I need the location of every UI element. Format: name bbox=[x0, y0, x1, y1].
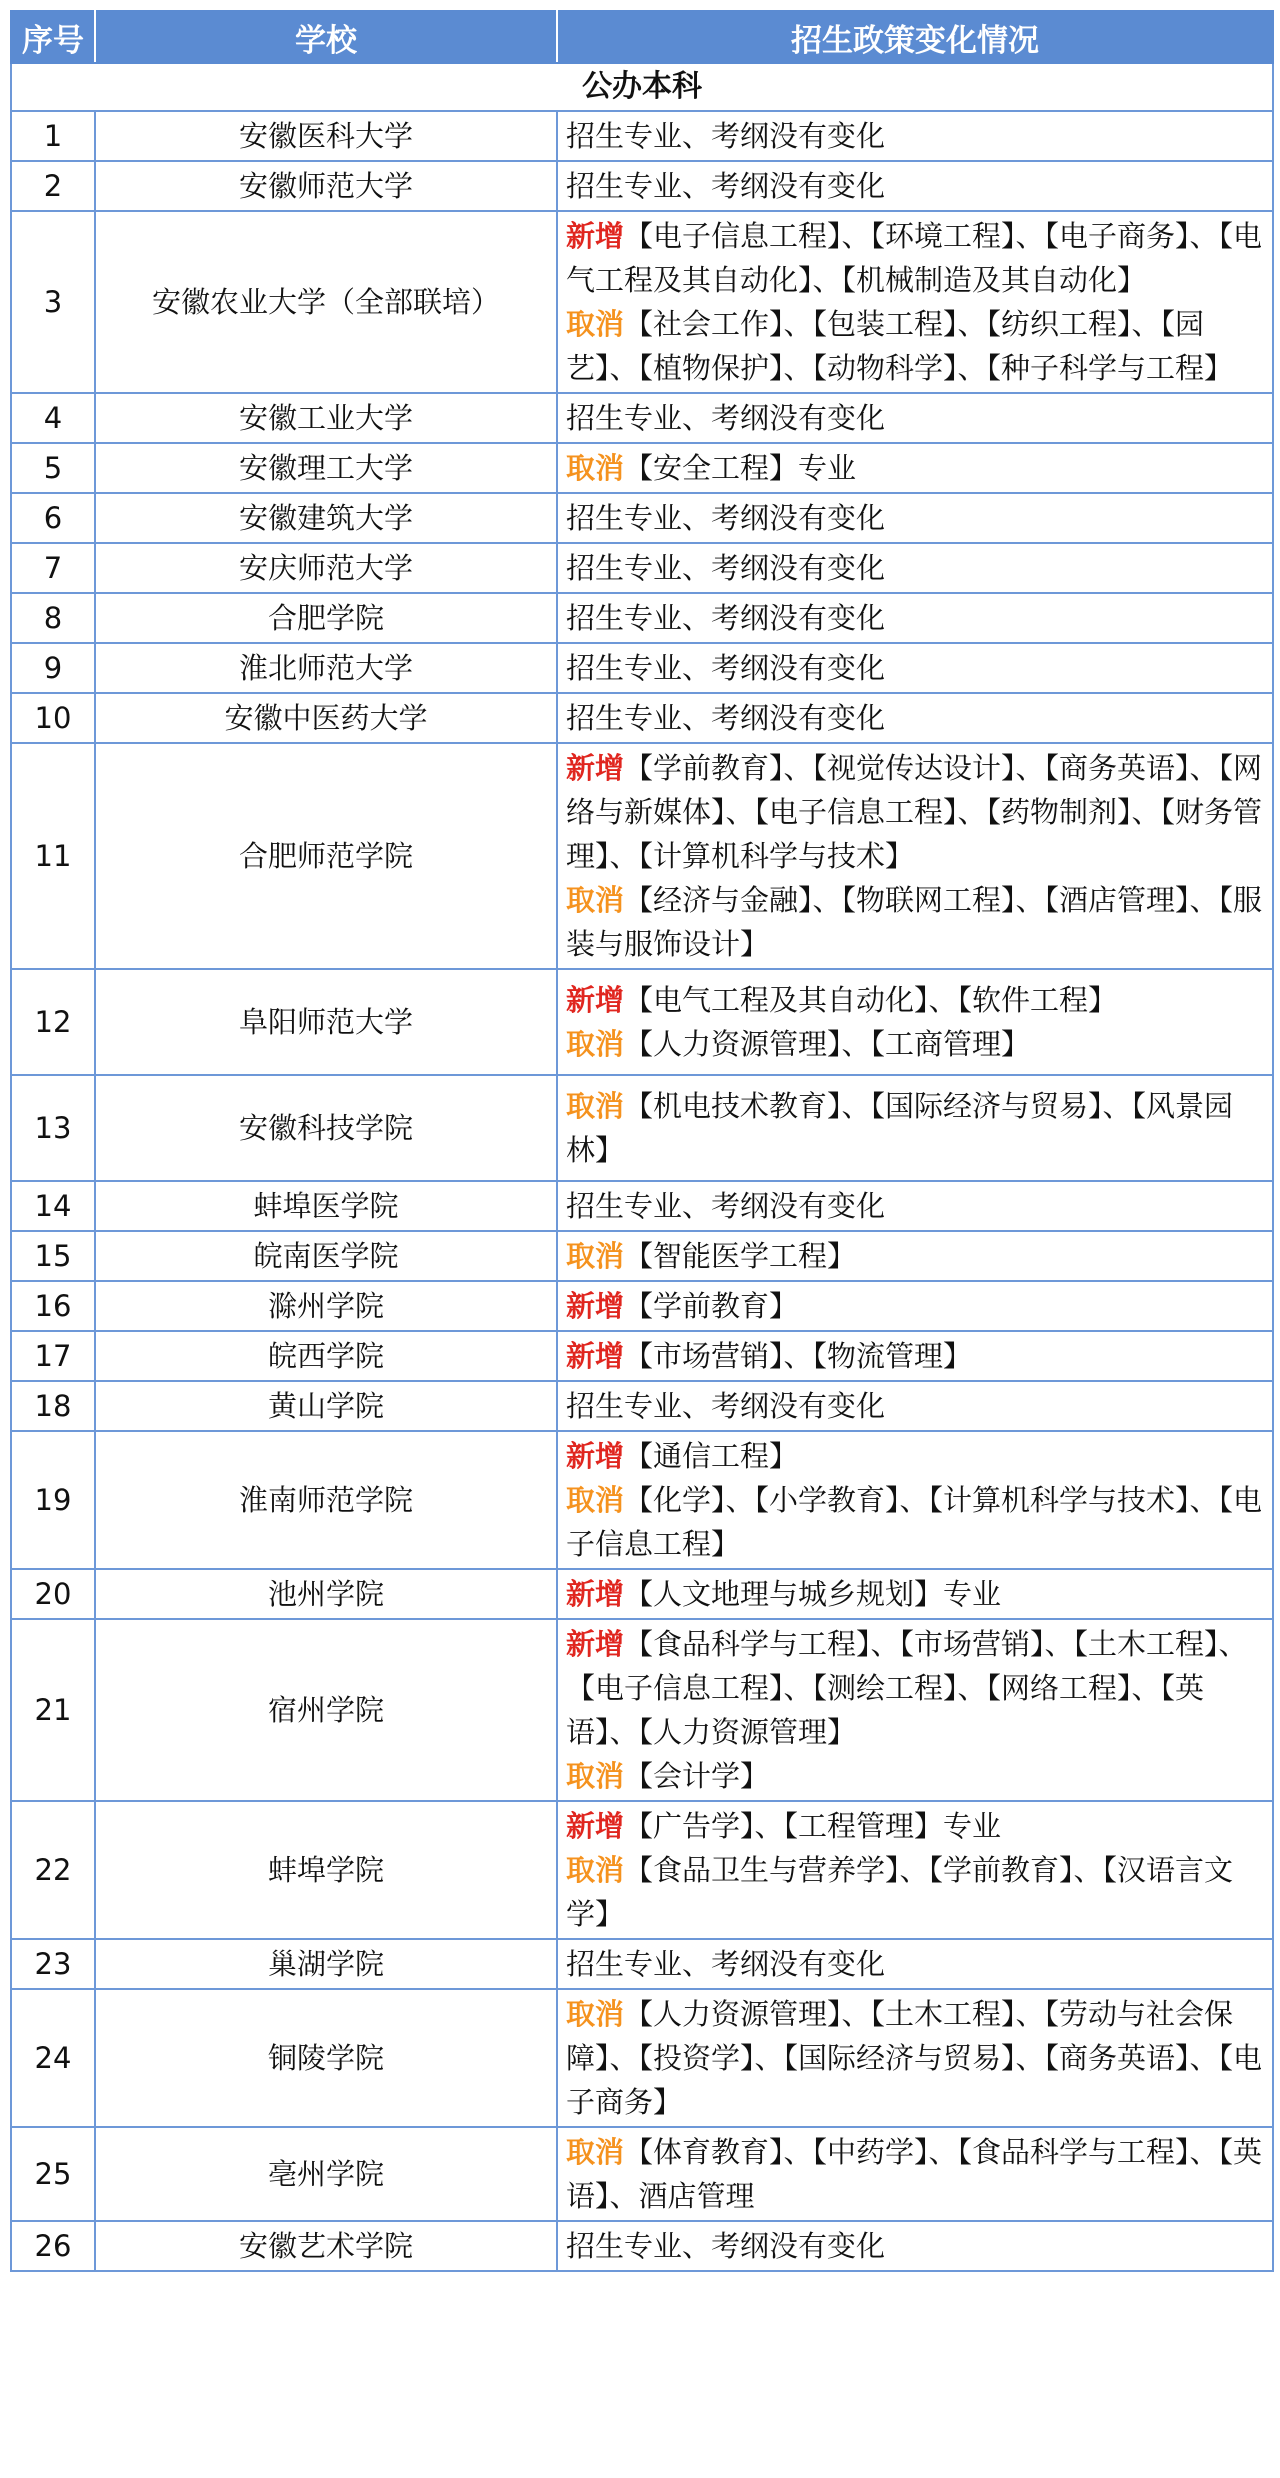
cancelled-list: 【化学】、【小学教育】、【计算机科学与技术】、【电子信息工程】 bbox=[566, 1483, 1263, 1561]
policy-text: 招生专业、考纲没有变化 bbox=[566, 1947, 886, 1981]
policy-cell bbox=[557, 393, 1273, 443]
row-number: 26 bbox=[11, 2221, 95, 2271]
added-list: 【电气工程及其自动化】、【软件工程】 bbox=[624, 983, 1118, 1017]
cancelled-list: 【社会工作】、【包装工程】、【纺织工程】、【园艺】、【植物保护】、【动物科学】、【种子科学与工程】 bbox=[566, 307, 1234, 385]
policy-cell bbox=[557, 443, 1273, 493]
policy-cell bbox=[557, 1075, 1273, 1181]
cancelled-tag: 取消 bbox=[566, 1853, 625, 1887]
table-header bbox=[11, 11, 1273, 63]
header-no: 序号 bbox=[11, 11, 95, 63]
row-number: 11 bbox=[11, 743, 95, 969]
cancelled-tag: 取消 bbox=[566, 883, 625, 917]
cancelled-majors bbox=[566, 1234, 1264, 1278]
table-row bbox=[11, 2127, 1273, 2221]
added-majors bbox=[566, 978, 1264, 1022]
school-name: 皖南医学院 bbox=[95, 1231, 557, 1281]
policy-cell bbox=[557, 1231, 1273, 1281]
cancelled-majors bbox=[566, 1992, 1264, 2124]
table-row bbox=[11, 393, 1273, 443]
school-name: 安庆师范大学 bbox=[95, 543, 557, 593]
table-row bbox=[11, 1181, 1273, 1231]
row-number: 19 bbox=[11, 1431, 95, 1569]
cancelled-list: 【机电技术教育】、【国际经济与贸易】、【风景园林】 bbox=[566, 1089, 1234, 1167]
table-row bbox=[11, 593, 1273, 643]
policy-cell bbox=[557, 1331, 1273, 1381]
added-list: 【人文地理与城乡规划】专业 bbox=[624, 1577, 1002, 1611]
school-name: 安徽中医药大学 bbox=[95, 693, 557, 743]
cancelled-tag: 取消 bbox=[566, 1239, 625, 1273]
table-row bbox=[11, 693, 1273, 743]
header-school: 学校 bbox=[95, 11, 557, 63]
policy-text: 招生专业、考纲没有变化 bbox=[566, 119, 886, 153]
cancelled-majors bbox=[566, 1848, 1264, 1936]
policy-text: 招生专业、考纲没有变化 bbox=[566, 2229, 886, 2263]
policy-cell bbox=[557, 1281, 1273, 1331]
school-name: 池州学院 bbox=[95, 1569, 557, 1619]
school-name: 皖西学院 bbox=[95, 1331, 557, 1381]
school-name: 亳州学院 bbox=[95, 2127, 557, 2221]
school-name: 合肥学院 bbox=[95, 593, 557, 643]
policy-text: 招生专业、考纲没有变化 bbox=[566, 701, 886, 735]
added-majors bbox=[566, 1434, 1264, 1478]
table-row bbox=[11, 1231, 1273, 1281]
policy-text: 招生专业、考纲没有变化 bbox=[566, 501, 886, 535]
row-number: 10 bbox=[11, 693, 95, 743]
table-row bbox=[11, 1075, 1273, 1181]
cancelled-majors bbox=[566, 1022, 1264, 1066]
added-tag: 新增 bbox=[566, 983, 625, 1017]
school-name: 蚌埠医学院 bbox=[95, 1181, 557, 1231]
row-number: 9 bbox=[11, 643, 95, 693]
policy-text: 招生专业、考纲没有变化 bbox=[566, 1189, 886, 1223]
row-number: 22 bbox=[11, 1801, 95, 1939]
added-tag: 新增 bbox=[566, 1627, 625, 1661]
policy-table bbox=[10, 10, 1274, 2272]
cancelled-tag: 取消 bbox=[566, 1483, 625, 1517]
policy-text: 招生专业、考纲没有变化 bbox=[566, 401, 886, 435]
table-row bbox=[11, 1381, 1273, 1431]
table-row bbox=[11, 443, 1273, 493]
cancelled-majors bbox=[566, 302, 1264, 390]
policy-cell bbox=[557, 543, 1273, 593]
school-name: 安徽工业大学 bbox=[95, 393, 557, 443]
added-tag: 新增 bbox=[566, 1439, 625, 1473]
table-row bbox=[11, 161, 1273, 211]
added-tag: 新增 bbox=[566, 219, 625, 253]
policy-cell bbox=[557, 493, 1273, 543]
school-name: 蚌埠学院 bbox=[95, 1801, 557, 1939]
added-majors bbox=[566, 1572, 1264, 1616]
cancelled-list: 【会计学】 bbox=[624, 1759, 770, 1793]
table-row bbox=[11, 111, 1273, 161]
table-row bbox=[11, 1939, 1273, 1989]
school-name: 安徽艺术学院 bbox=[95, 2221, 557, 2271]
school-name: 巢湖学院 bbox=[95, 1939, 557, 1989]
cancelled-list: 【智能医学工程】 bbox=[624, 1239, 857, 1273]
school-name: 安徽科技学院 bbox=[95, 1075, 557, 1181]
row-number: 24 bbox=[11, 1989, 95, 2127]
table-row bbox=[11, 1431, 1273, 1569]
policy-cell bbox=[557, 643, 1273, 693]
table-row bbox=[11, 493, 1273, 543]
row-number: 18 bbox=[11, 1381, 95, 1431]
cancelled-tag: 取消 bbox=[566, 1997, 625, 2031]
table-row bbox=[11, 1331, 1273, 1381]
row-number: 14 bbox=[11, 1181, 95, 1231]
row-number: 5 bbox=[11, 443, 95, 493]
school-name: 黄山学院 bbox=[95, 1381, 557, 1431]
table-row bbox=[11, 1281, 1273, 1331]
table-row bbox=[11, 2221, 1273, 2271]
policy-cell bbox=[557, 161, 1273, 211]
school-name: 淮南师范学院 bbox=[95, 1431, 557, 1569]
row-number: 13 bbox=[11, 1075, 95, 1181]
table-row bbox=[11, 543, 1273, 593]
policy-cell bbox=[557, 2127, 1273, 2221]
school-name: 安徽医科大学 bbox=[95, 111, 557, 161]
table-row bbox=[11, 743, 1273, 969]
cancelled-tag: 取消 bbox=[566, 307, 625, 341]
policy-text: 招生专业、考纲没有变化 bbox=[566, 601, 886, 635]
table-row bbox=[11, 969, 1273, 1075]
added-list: 【食品科学与工程】、【市场营销】、【土木工程】、【电子信息工程】、【测绘工程】、【网络工程】、【英语】、【人力资源管理】 bbox=[566, 1627, 1248, 1749]
header-policy: 招生政策变化情况 bbox=[557, 11, 1273, 63]
policy-text: 招生专业、考纲没有变化 bbox=[566, 1389, 886, 1423]
added-list: 【电子信息工程】、【环境工程】、【电子商务】、【电气工程及其自动化】、【机械制造及其自动化】 bbox=[566, 219, 1263, 297]
school-name: 安徽理工大学 bbox=[95, 443, 557, 493]
row-number: 1 bbox=[11, 111, 95, 161]
policy-cell bbox=[557, 1569, 1273, 1619]
school-name: 淮北师范大学 bbox=[95, 643, 557, 693]
table-row bbox=[11, 643, 1273, 693]
added-list: 【学前教育】、【视觉传达设计】、【商务英语】、【网络与新媒体】、【电子信息工程】、【药物制剂】、【财务管理】、【计算机科学与技术】 bbox=[566, 751, 1263, 873]
policy-cell bbox=[557, 743, 1273, 969]
cancelled-list: 【食品卫生与营养学】、【学前教育】、【汉语言文学】 bbox=[566, 1853, 1234, 1931]
cancelled-tag: 取消 bbox=[566, 1759, 625, 1793]
cancelled-majors bbox=[566, 878, 1264, 966]
policy-cell bbox=[557, 1619, 1273, 1801]
policy-text: 招生专业、考纲没有变化 bbox=[566, 551, 886, 585]
cancelled-list: 【经济与金融】、【物联网工程】、【酒店管理】、【服装与服饰设计】 bbox=[566, 883, 1263, 961]
policy-cell bbox=[557, 969, 1273, 1075]
added-majors bbox=[566, 1284, 1264, 1328]
row-number: 7 bbox=[11, 543, 95, 593]
policy-cell bbox=[557, 1181, 1273, 1231]
policy-cell bbox=[557, 1939, 1273, 1989]
table-row bbox=[11, 211, 1273, 393]
school-name: 宿州学院 bbox=[95, 1619, 557, 1801]
row-number: 2 bbox=[11, 161, 95, 211]
policy-cell bbox=[557, 1431, 1273, 1569]
cancelled-tag: 取消 bbox=[566, 1089, 625, 1123]
school-name: 安徽农业大学（全部联培） bbox=[95, 211, 557, 393]
cancelled-majors bbox=[566, 446, 1264, 490]
added-majors bbox=[566, 1804, 1264, 1848]
policy-cell bbox=[557, 1381, 1273, 1431]
school-name: 安徽建筑大学 bbox=[95, 493, 557, 543]
row-number: 21 bbox=[11, 1619, 95, 1801]
row-number: 16 bbox=[11, 1281, 95, 1331]
cancelled-majors bbox=[566, 1084, 1264, 1172]
section-title: 公办本科 bbox=[11, 63, 1273, 111]
added-majors bbox=[566, 1622, 1264, 1754]
table-row bbox=[11, 1801, 1273, 1939]
added-majors bbox=[566, 1334, 1264, 1378]
cancelled-list: 【安全工程】专业 bbox=[624, 451, 857, 485]
row-number: 23 bbox=[11, 1939, 95, 1989]
policy-text: 招生专业、考纲没有变化 bbox=[566, 169, 886, 203]
added-tag: 新增 bbox=[566, 751, 625, 785]
row-number: 15 bbox=[11, 1231, 95, 1281]
row-number: 17 bbox=[11, 1331, 95, 1381]
school-name: 铜陵学院 bbox=[95, 1989, 557, 2127]
school-name: 合肥师范学院 bbox=[95, 743, 557, 969]
row-number: 20 bbox=[11, 1569, 95, 1619]
added-majors bbox=[566, 214, 1264, 302]
row-number: 25 bbox=[11, 2127, 95, 2221]
row-number: 6 bbox=[11, 493, 95, 543]
table-row bbox=[11, 1569, 1273, 1619]
cancelled-list: 【人力资源管理】、【工商管理】 bbox=[624, 1027, 1031, 1061]
policy-cell bbox=[557, 211, 1273, 393]
cancelled-list: 【人力资源管理】、【土木工程】、【劳动与社会保障】、【投资学】、【国际经济与贸易】、【商务英语】、【电子商务】 bbox=[566, 1997, 1263, 2119]
section-row bbox=[11, 63, 1273, 111]
policy-cell bbox=[557, 1989, 1273, 2127]
added-tag: 新增 bbox=[566, 1339, 625, 1373]
policy-cell bbox=[557, 2221, 1273, 2271]
policy-cell bbox=[557, 111, 1273, 161]
row-number: 8 bbox=[11, 593, 95, 643]
policy-cell bbox=[557, 1801, 1273, 1939]
school-name: 阜阳师范大学 bbox=[95, 969, 557, 1075]
school-name: 滁州学院 bbox=[95, 1281, 557, 1331]
table-row bbox=[11, 1619, 1273, 1801]
school-name: 安徽师范大学 bbox=[95, 161, 557, 211]
row-number: 4 bbox=[11, 393, 95, 443]
row-number: 12 bbox=[11, 969, 95, 1075]
added-tag: 新增 bbox=[566, 1577, 625, 1611]
cancelled-majors bbox=[566, 1754, 1264, 1798]
cancelled-tag: 取消 bbox=[566, 1027, 625, 1061]
added-list: 【广告学】、【工程管理】专业 bbox=[624, 1809, 1002, 1843]
cancelled-tag: 取消 bbox=[566, 2135, 625, 2169]
added-list: 【通信工程】 bbox=[624, 1439, 799, 1473]
added-majors bbox=[566, 746, 1264, 878]
policy-cell bbox=[557, 693, 1273, 743]
cancelled-majors bbox=[566, 2130, 1264, 2218]
cancelled-majors bbox=[566, 1478, 1264, 1566]
table-body bbox=[11, 63, 1273, 2271]
cancelled-tag: 取消 bbox=[566, 451, 625, 485]
row-number: 3 bbox=[11, 211, 95, 393]
table-row bbox=[11, 1989, 1273, 2127]
added-tag: 新增 bbox=[566, 1809, 625, 1843]
policy-cell bbox=[557, 593, 1273, 643]
added-tag: 新增 bbox=[566, 1289, 625, 1323]
cancelled-list: 【体育教育】、【中药学】、【食品科学与工程】、【英语】、酒店管理 bbox=[566, 2135, 1263, 2213]
added-list: 【市场营销】、【物流管理】 bbox=[624, 1339, 973, 1373]
added-list: 【学前教育】 bbox=[624, 1289, 799, 1323]
policy-text: 招生专业、考纲没有变化 bbox=[566, 651, 886, 685]
